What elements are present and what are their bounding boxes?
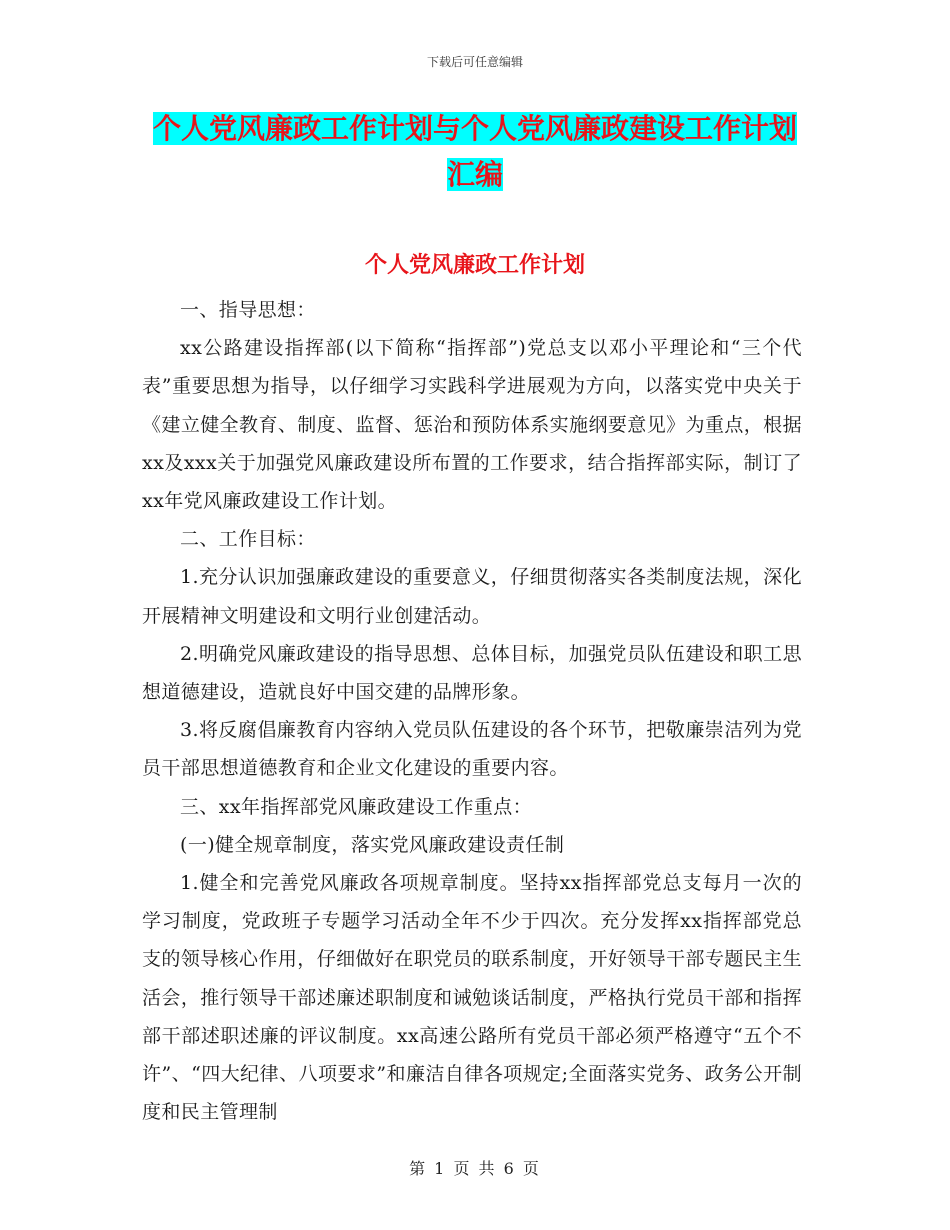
header-note: 下载后可任意编辑 [426,55,523,69]
subheading-rules: (一)健全规章制度，落实党风廉政建设责任制 [180,833,565,856]
heading-work-focus: 三、xx年指挥部党风廉政建设工作重点： [180,795,533,818]
paragraph-goal-1: 1.充分认识加强廉政建设的重要意义，仔细贯彻落实各类制度法规，深化开展精神文明建设和文明行业创建活动。 [142,566,802,627]
heading-work-goals: 二、工作目标： [180,528,316,551]
section-title: 个人党风廉政工作计划 [364,252,585,278]
document-title-line-2: 汇编 [446,158,503,191]
paragraph-rules-1: 1.健全和完善党风廉政各项规章制度。坚持xx指挥部党总支每月一次的学习制度，党政班子专题学习活动全年不少于四次。充分发挥xx指挥部党总支的领导核心作用，仔细做好在职党员的联系制度，开好领导干部专题民主生活会，推行领导干部述廉述职制度和诫勉谈话制度，严格执行党员干部和指挥部干部述职述廉的评议制度。xx高速公路所有党员干部必须严格遵守“五个不许”、“四大纪律、八项要求”和廉洁自律各项规定;全面落实党务、政务公开制度和民主管理制 [142,872,802,1124]
body-text [142,291,802,1131]
heading-guiding-thought: 一、指导思想： [180,299,316,321]
document-title [140,106,810,198]
document-title-line-1: 个人党风廉政工作计划与个人党风廉政建设工作计划 [152,112,797,145]
paragraph-goal-2: 2.明确党风廉政建设的指导思想、总体目标，加强党员队伍建设和职工思想道德建设，造就良好中国交建的品牌形象。 [142,642,802,704]
page-number: 第 1 页 共 6 页 [409,1159,541,1178]
paragraph-guiding-thought: xx公路建设指挥部(以下简称“指挥部”)党总支以邓小平理论和“三个代表”重要思想为指导，以仔细学习实践科学进展观为方向，以落实党中央关于《建立健全教育、制度、监督、惩治和预防体系实施纲要意见》为重点，根据xx及xxx关于加强党风廉政建设所布置的工作要求，结合指挥部实际，制订了xx年党风廉政建设工作计划。 [142,337,802,513]
paragraph-goal-3: 3.将反腐倡廉教育内容纳入党员队伍建设的各个环节，把敬廉崇洁列为党员干部思想道德教育和企业文化建设的重要内容。 [142,719,802,780]
